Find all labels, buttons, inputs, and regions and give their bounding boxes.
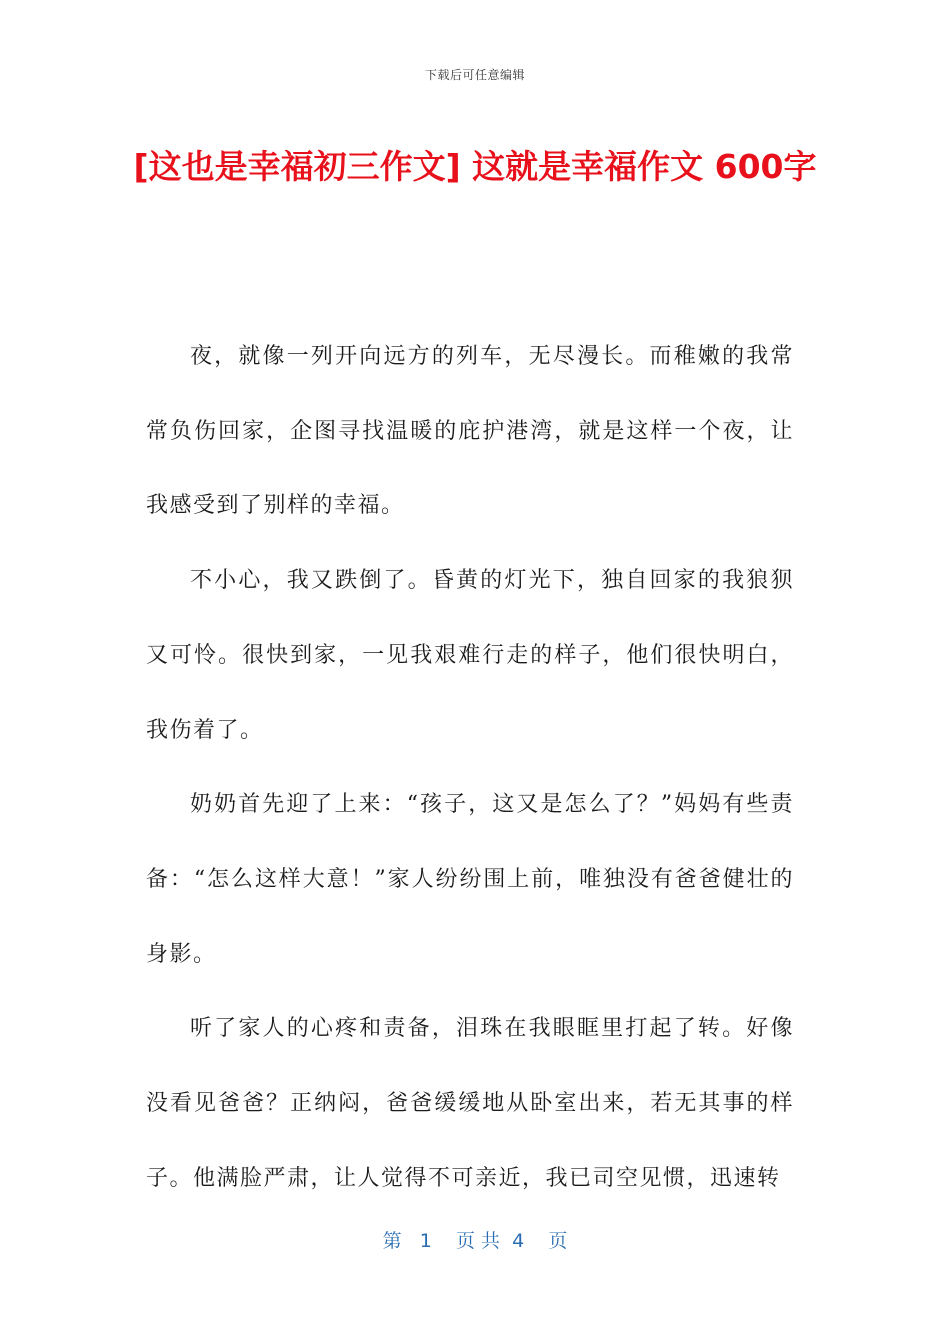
- paragraph: 夜，就像一列开向远方的列车，无尽漫长。而稚嫩的我常常负伤回家，企图寻找温暖的庇护港湾，就是这样一个夜，让我感受到了别样的幸福。: [146, 344, 794, 519]
- page-footer: 第 1 页 共 4 页: [382, 1230, 568, 1252]
- header-note: 下载后可任意编辑: [424, 68, 525, 82]
- paragraph: 不小心，我又跌倒了。昏黄的灯光下，独自回家的我狼狈又可怜。很快到家，一见我艰难行走的样子，他们很快明白，我伤着了。: [146, 568, 794, 743]
- document-title: [这也是幸福初三作文] 这就是幸福作文 600字: [133, 147, 817, 186]
- paragraph: 奶奶首先迎了上来：“孩子，这又是怎么了？”妈妈有些责备：“怎么这样大意！”家人纷纷围上前，唯独没有爸爸健壮的身影。: [146, 792, 794, 967]
- document-body: [146, 320, 794, 1216]
- paragraph: 听了家人的心疼和责备，泪珠在我眼眶里打起了转。好像没看见爸爸？正纳闷，爸爸缓缓地从卧室出来，若无其事的样子。他满脸严肃，让人觉得不可亲近，我已司空见惯，迅速转: [146, 1016, 794, 1191]
